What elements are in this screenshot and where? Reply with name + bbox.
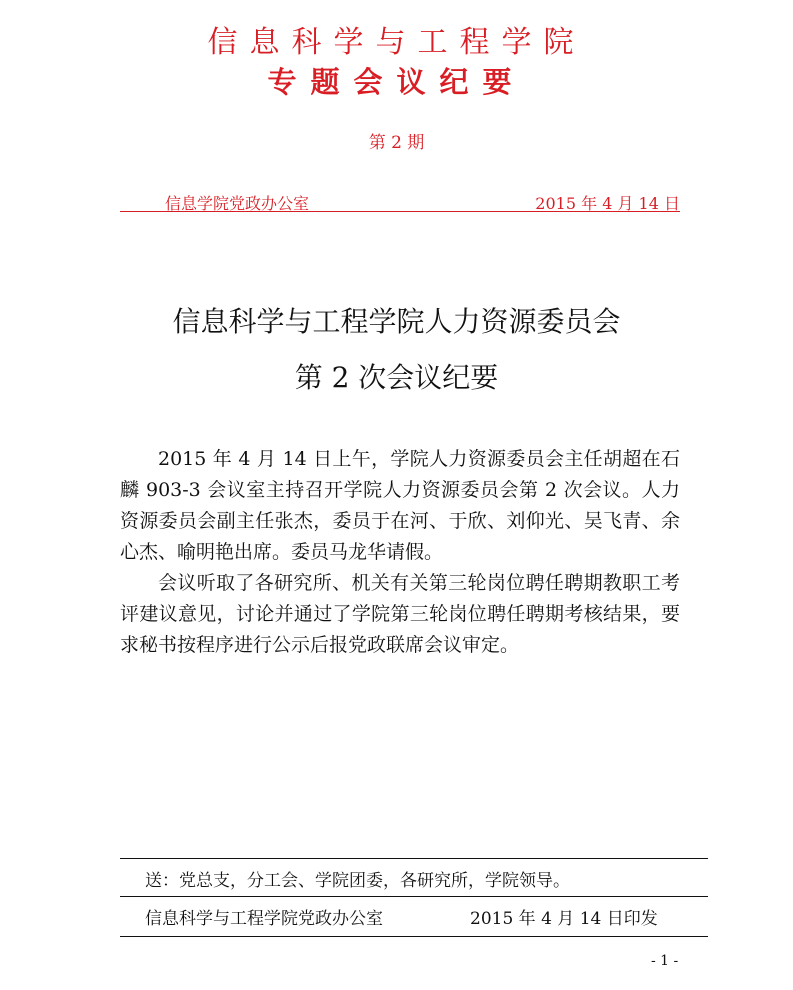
header-issuer: 信息学院党政办公室 bbox=[165, 194, 310, 213]
footer-rule-bottom bbox=[120, 936, 708, 937]
page-number: - 1 - bbox=[651, 953, 679, 969]
header-date: 2015 年 4 月 14 日 bbox=[535, 194, 680, 213]
issue-number: 第 2 期 bbox=[368, 133, 425, 153]
body-text bbox=[120, 444, 680, 661]
body-paragraph: 2015 年 4 月 14 日上午，学院人力资源委员会主任胡超在石麟 903-3 会议室主持召开学院人力资源委员会第 2 次会议。人力资源委员会副主任张杰，委员于在河、于欣、刘仰光、吴飞青、余心杰、喻明艳出席。委员马龙华请假。 bbox=[120, 448, 680, 563]
institution-name: 信息科学与工程学院 bbox=[207, 25, 586, 60]
document-type: 专题会议纪要 bbox=[267, 65, 526, 99]
footer-rule-middle bbox=[120, 896, 708, 897]
title-line-2: 第 2 次会议纪要 bbox=[294, 361, 499, 394]
footer-issuer: 信息科学与工程学院党政办公室 bbox=[145, 909, 383, 929]
distribution-list: 送：党总支，分工会、学院团委，各研究所，学院领导。 bbox=[145, 871, 570, 891]
header-red-rule bbox=[120, 211, 680, 212]
footer-print-date: 2015 年 4 月 14 日印发 bbox=[470, 909, 658, 929]
title-line-1: 信息科学与工程学院人力资源委员会 bbox=[172, 305, 621, 338]
body-paragraph: 会议听取了各研究所、机关有关第三轮岗位聘任聘期教职工考评建议意见，讨论并通过了学院第三轮岗位聘任聘期考核结果，要求秘书按程序进行公示后报党政联席会议审定。 bbox=[120, 572, 680, 656]
footer-rule-top bbox=[120, 858, 708, 859]
